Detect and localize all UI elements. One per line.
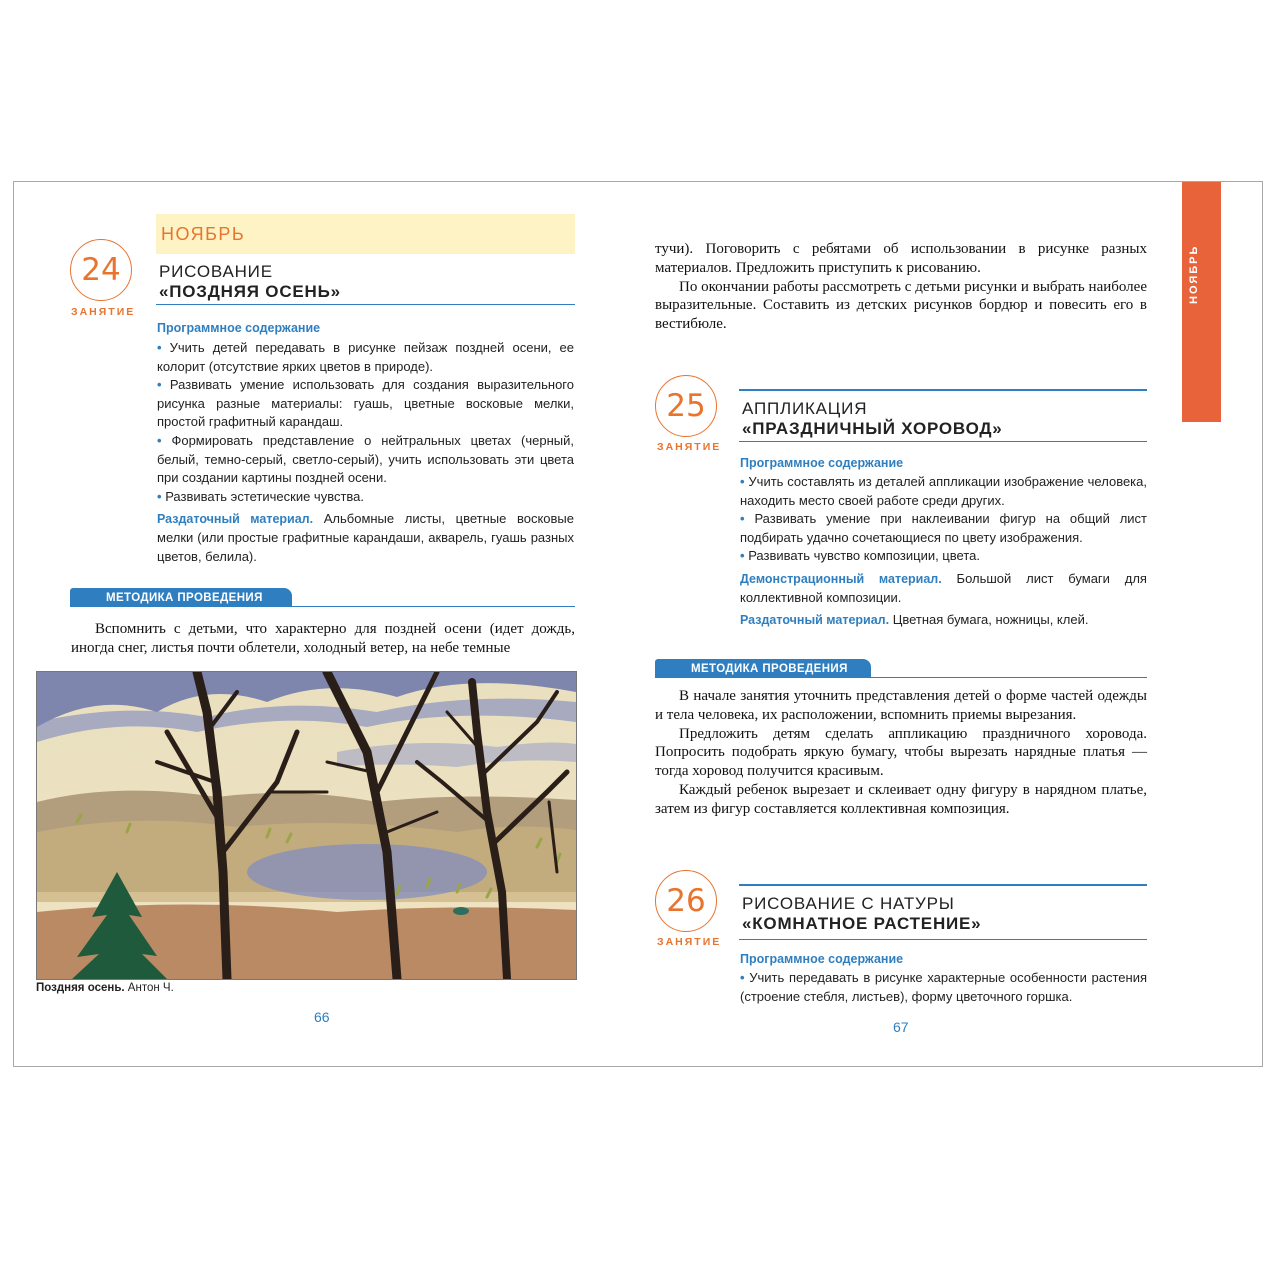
lesson-title [739,894,1147,940]
program-content [157,321,574,566]
lesson-title-line1: РИСОВАНИЕ [159,262,273,281]
bullet-item: • Развивать чувство композиции, цвета. [740,548,980,564]
program-heading: Программное содержание [740,456,904,470]
method-tab-line [70,606,575,607]
bullet-icon: • [740,474,745,489]
painting-illustration [37,672,576,979]
bullet-icon: • [157,340,162,355]
bullet-item: • Учить составлять из деталей аппликации изображение человека, находить место своей работе среди других. [740,474,1147,508]
lesson-number: 26 [666,883,706,919]
lesson-word: ЗАНЯТИЕ [71,306,136,318]
lesson-word: ЗАНЯТИЕ [657,441,722,453]
bullet-item: • Развивать умение использовать для создания выразительного рисунка разные материалы: гуашь, цветные восковые мелки, простой графитный карандаш. [157,377,574,430]
lesson-number-circle [655,870,717,932]
method-tab: МЕТОДИКА ПРОВЕДЕНИЯ [70,588,292,607]
bullet-icon: • [157,488,162,504]
children-painting-late-autumn [36,671,577,980]
bullet-icon: • [157,432,162,448]
method-tab-line [655,677,1147,678]
lesson-number: 25 [666,388,706,424]
lesson-number: 24 [81,252,121,288]
title-top-line [739,389,1147,391]
bullet-item: • Формировать представление о нейтральных цветах (черный, белый, темно-серый, светло-серый), учить использовать эти цвета при создании картины поздней осени. [157,432,574,486]
page-number-left: 66 [314,1009,330,1025]
bullet-item: • Развивать умение при наклеивании фигур на общий лист подбирать удачно сочетающиеся по цвету изображения. [740,511,1147,545]
method-tab: МЕТОДИКА ПРОВЕДЕНИЯ [655,659,871,678]
bullet-icon: • [740,548,745,564]
demo-material: Демонстрационный материал. Большой лист бумаги для коллективной композиции. [740,570,1147,605]
lesson-title [156,262,575,305]
program-content [740,952,1147,1006]
handout-material: Раздаточный материал. Цветная бумага, ножницы, клей. [740,612,1089,628]
bullet-icon: • [740,511,745,527]
lesson-title [739,399,1147,442]
program-content [740,456,1147,630]
handout-material: Раздаточный материал. Альбомные листы, цветные восковые мелки (или простые графитные карандаши, акварель, гуашь разных цветов, белила). [157,511,574,564]
lesson-title-line1: РИСОВАНИЕ С НАТУРЫ [742,894,955,913]
book-spread [13,181,1263,1067]
lesson-title-line2: «КОМНАТНОЕ РАСТЕНИЕ» [742,914,982,933]
bullet-icon: • [157,377,162,393]
bullet-icon: • [740,970,745,985]
page-number-right: 67 [893,1019,909,1035]
program-heading: Программное содержание [740,952,904,966]
bullet-item: • Учить детей передавать в рисунке пейзаж поздней осени, ее колорит (отсутствие ярких цветов в природе). [157,340,574,374]
bullet-item: • Учить передавать в рисунке характерные особенности растения (строение стебля, листьев), форму цветочного горшка. [740,970,1147,1004]
bullet-item: • Развивать эстетические чувства. [157,488,365,504]
month-banner [156,214,575,254]
method-text: В начале занятия уточнить представления детей о форме частей одежды и тела человека, их расположении, вспомнить приемы вырезания. Предложить детям сделать аппликацию праздничного хоровода. Попросить подобрать яркую бумагу, чтобы вырезать нарядные платья — тогда хоровод получится красивым. Каждый ребенок вырезает и склеивает одну фигуру в нарядном платье, затем из фигур составляется коллективная композиция. [655,688,1147,817]
lesson-word: ЗАНЯТИЕ [657,936,722,948]
method-text: Вспомнить с детьми, что характерно для поздней осени (идет дождь, иногда снег, листья почти облетели, холодный ветер, на небе темные [71,621,575,656]
painting-caption: Поздняя осень. Антон Ч. [36,982,174,994]
month-banner-text: НОЯБРЬ [161,224,246,244]
lesson-title-line2: «ПРАЗДНИЧНЫЙ ХОРОВОД» [742,419,1003,438]
side-month-tab-text: НОЯБРЬ [1188,244,1200,304]
title-top-line [739,884,1147,886]
program-heading: Программное содержание [157,321,321,335]
lesson-number-circle [70,239,132,301]
lesson-title-line1: АППЛИКАЦИЯ [742,399,868,418]
lesson-title-line2: «ПОЗДНЯЯ ОСЕНЬ» [159,282,341,301]
side-month-tab [1182,182,1221,422]
lesson-number-circle [655,375,717,437]
continuation-text: тучи). Поговорить с ребятами об использовании в рисунке разных материалов. Предложить приступить к рисованию. По окончании работы рассмотреть с детьми рисунки и выбрать наиболее выразительные. Составить из детских рисунков бордюр и повесить его в вестибюле. [655,241,1147,333]
